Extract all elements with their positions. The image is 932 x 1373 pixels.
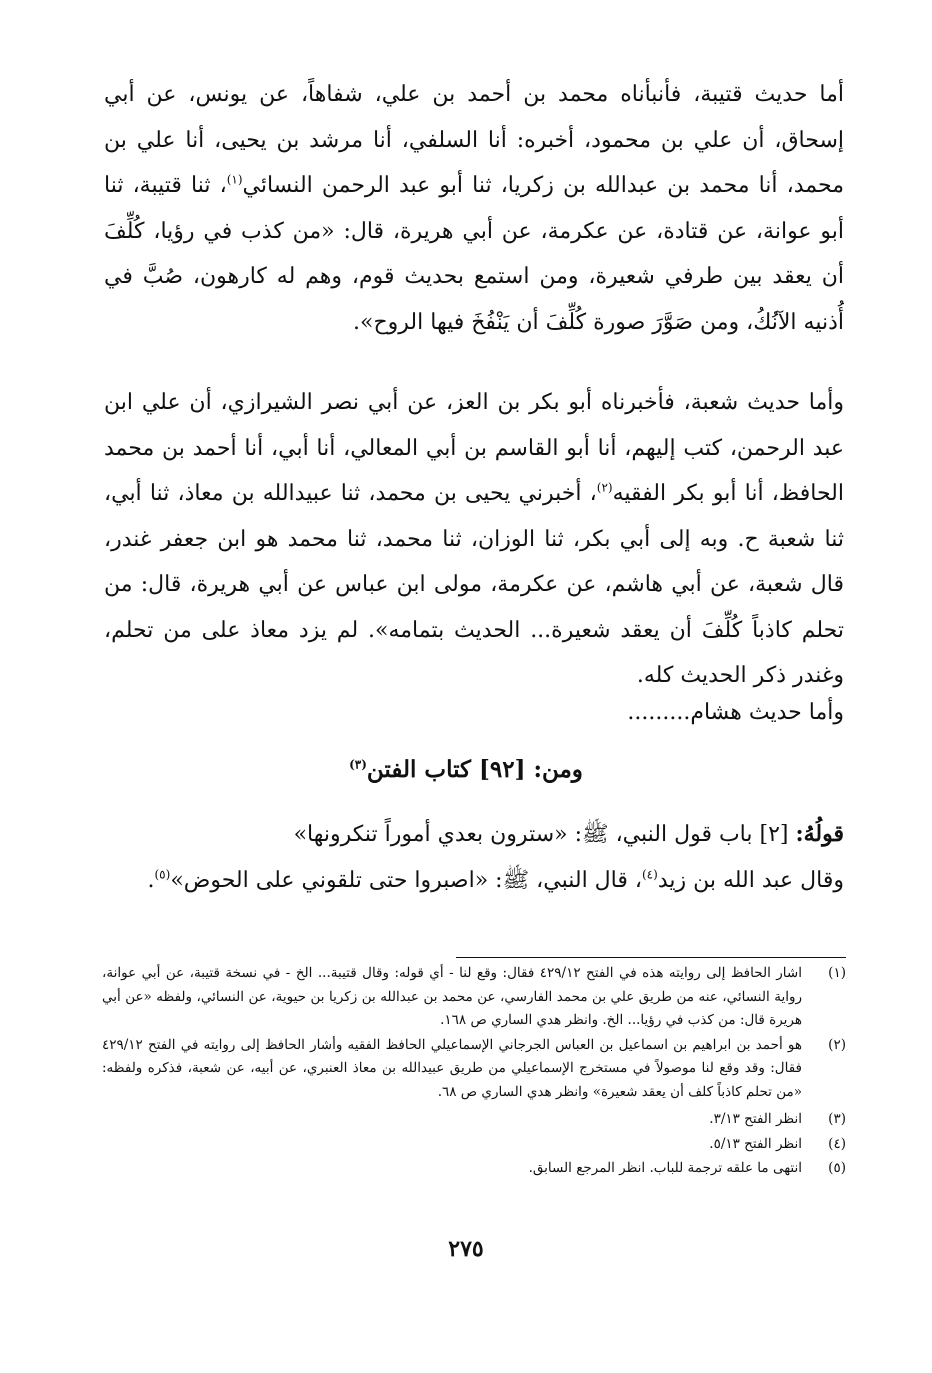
footnote-number: (٤): [828, 1135, 846, 1152]
footnote-number: (١): [828, 965, 846, 981]
paragraph-text: وأما حديث هشام.........: [627, 700, 844, 725]
footnote-marker-2[interactable]: (٢): [596, 480, 613, 495]
bab-title: [٢] باب قول النبي، ﷺ: «سترون بعدي أموراً تنكرونها»: [293, 822, 796, 847]
chapter-title: ومن: [٩٢] كتاب الفتن: [366, 756, 583, 783]
footnote-number: (٢): [828, 1036, 846, 1053]
bab-text: وقال عبد الله بن زيد: [657, 867, 844, 893]
footnote-item: [102, 962, 846, 1033]
footnote-text: انظر الفتح ٣/١٣.: [709, 1111, 802, 1127]
footnote-item: [102, 1108, 846, 1132]
footnote-marker-5[interactable]: (٥): [154, 867, 171, 882]
footnote-divider: [456, 957, 846, 958]
footnote-number: (٣): [828, 1111, 846, 1127]
paragraph-text: ، أخبرني يحيى بن محمد، ثنا عبيدالله بن معاذ، ثنا أبي، ثنا شعبة ح. وبه إلى أبي بكر، ثنا الوزان، ثنا محمد، ثنا محمد هو ابن جعفر غندر، قال شعبة، عن أبي هاشم، عن عكرمة، مولى ابن عباس عن أبي هريرة، قال: من تحلم كاذباً كُلِّفَ أن يعقد شعيرة... الحديث بتمامه». لم يزد معاذ على من تحلم، وغندر ذكر الحديث كله.: [104, 481, 844, 688]
chapter-heading: [0, 756, 932, 783]
footnote-text: اشار الحافظ إلى روايته هذه في الفتح ٤٢٩/١٢ فقال: وقع لنا - أي قوله: وقال قتيبة... الخ - في نسخة قتيبة، عن أبي عوانة، رواية النسائي، عنه من طريق علي بن محمد الفارسي، عن محمد بن عبدالله بن زكريا بن حيوية، عن النسائي، ولفظه «عن أبي هريرة قال: من كذب في رؤيا... الخ. وانظر هدي الساري ص ١٦٨.: [102, 965, 802, 1028]
paragraph-hisham: [104, 690, 844, 736]
footnote-marker-3[interactable]: (٣): [349, 757, 367, 772]
bab-text: ، قال النبي، ﷺ: «اصبروا حتى تلقوني على الحوض»: [170, 867, 642, 893]
footnote-item: [102, 1157, 846, 1181]
footnote-marker-4[interactable]: (٤): [641, 867, 658, 882]
paragraph-text: وأما حديث شعبة، فأخبرناه أبو بكر بن العز، عن أبي نصر الشيرازي، أن علي ابن عبد الرحمن، كتب إليهم، أنا أبو القاسم بن أبي المعالي، أنا أبي، أنا أحمد بن محمد الحافظ، أنا أبو بكر الفقيه: [104, 390, 845, 506]
footnote-item: [102, 1034, 846, 1105]
paragraph-text: أما حديث قتيبة، فأنبأناه محمد بن أحمد بن علي، شفاهاً، عن يونس، عن أبي إسحاق، أن علي بن محمود، أخبره: أنا السلفي، أنا مرشد بن يحيى، أنا علي بن محمد، أنا محمد بن عبدالله بن زكريا، ثنا أبو عبد الرحمن النسائي: [104, 82, 845, 198]
bab-section: [104, 812, 844, 903]
paragraph-shuba-chain: [104, 380, 844, 699]
footnote-text: انتهى ما علقه ترجمة للباب. انظر المرجع السابق.: [528, 1160, 802, 1176]
paragraph-text: ، ثنا قتيبة، ثنا أبو عوانة، عن قتادة، عن عكرمة، عن أبي هريرة، قال: «من كذب في رؤيا، كُلِّفَ أن يعقد بين طرفي شعيرة، ومن استمع بحديث قوم، وهم له كارهون، صُبَّ في أُذنيه الآنُكُ، ومن صَوَّرَ صورة كُلِّفَ أن يَنْفُخَ فيها الروح».: [104, 173, 844, 335]
footnote-text: هو أحمد بن ابراهيم بن اسماعيل بن العباس الجرجاني الإسماعيلي الحافظ الفقيه وأشار الحافظ إلى روايته في الفتح ٤٢٩/١٢ فقال: وقد وقع لنا موصولاً في مستخرج الإسماعيلي من طريق عبيدالله بن معاذ العنبري، عن أبيه، عن شعبة، فذكره ولفظه: «من تحلم كاذباً كلف أن يعقد شعيرة» وانظر هدي الساري ص ٦٨.: [102, 1036, 802, 1100]
footnote-marker-1[interactable]: (١): [226, 172, 243, 187]
footnotes: [102, 962, 846, 1182]
footnote-item: [102, 1133, 846, 1157]
footnote-text: انظر الفتح ٥/١٣.: [709, 1135, 802, 1152]
bab-label: قولُهُ:: [795, 821, 844, 847]
footnote-number: (٥): [828, 1160, 846, 1176]
bab-text: .: [147, 867, 155, 893]
page-number: ٢٧٥: [448, 1236, 484, 1262]
paragraph-qutaiba-chain: [104, 72, 844, 345]
